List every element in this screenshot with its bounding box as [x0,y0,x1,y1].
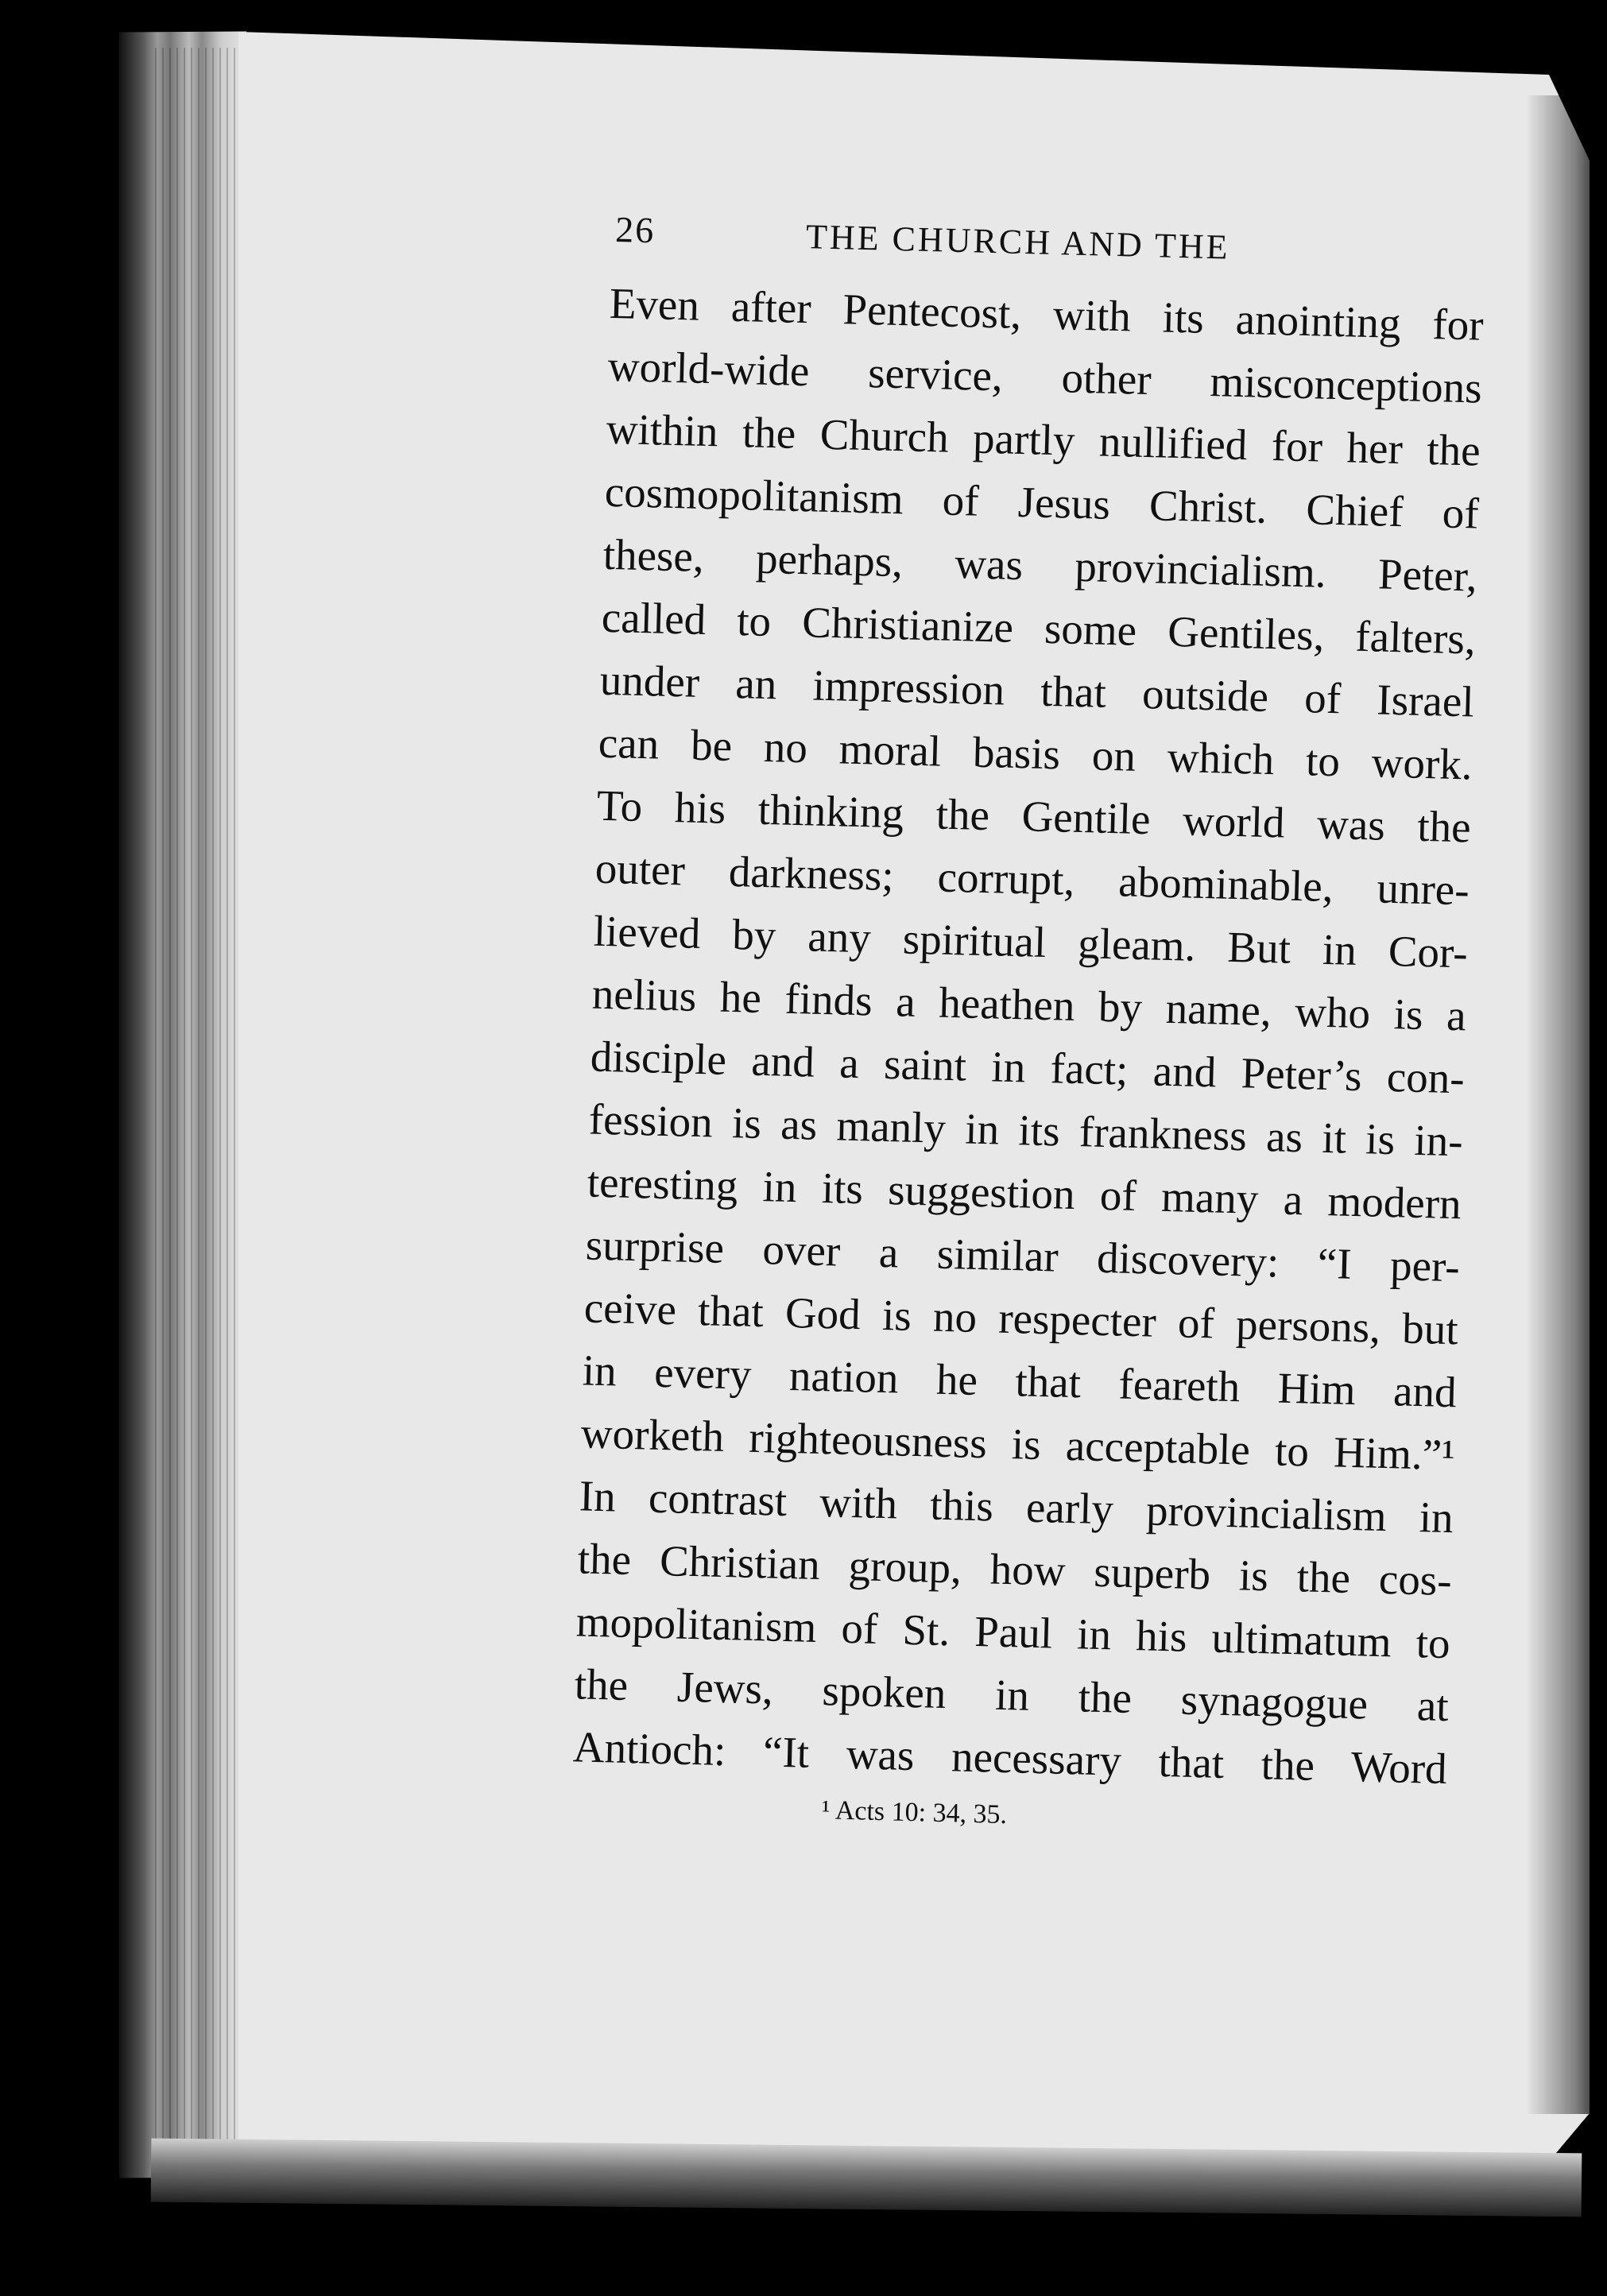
text-line: mopolitanism of St. Paul in his ultimatum to [575,1597,1451,1668]
text-line: the Jews, spoken in the synagogue at [574,1659,1450,1731]
footnote: ¹ Acts 10: 34, 35. [821,1795,1008,1830]
text-line: in every nation he that feareth Him and [582,1345,1458,1417]
text-line: Even after Pentecost, with its anointing for [609,278,1485,350]
text-line: nelius he finds a heathen by name, who is a [591,969,1467,1040]
text-line: these, perhaps, was provincialism. Peter, [602,529,1478,601]
page-edges [155,48,242,2162]
text-line: can be no moral basis on which to work. [598,718,1473,789]
text-line: surprise over a similar discovery: “I per- [585,1220,1461,1291]
text-line: cosmopolitanism of Jesus Christ. Chief of [604,467,1480,538]
text-line: Antioch: “It was necessary that the Word [572,1722,1448,1794]
text-line: called to Christianize some Gentiles, falters, [601,592,1477,664]
text-line: under an impression that outside of Israel [599,655,1475,726]
text-line: disciple and a saint in fact; and Peter’s con- [590,1032,1466,1103]
text-line: outer darkness; corrupt, abominable, unre- [594,843,1470,915]
text-line: the Christian group, how superb is the cos- [577,1534,1453,1605]
page-number: 26 [614,209,656,251]
page-text-block [512,207,1485,1841]
text-line: worketh righteousness is acceptable to Him.”¹ [580,1408,1456,1480]
text-line: teresting in its suggestion of many a modern [587,1157,1462,1229]
text-line: within the Church partly nullified for her the [606,404,1481,475]
running-head: THE CHURCH AND THE [805,217,1231,267]
text-line: fession is as manly in its frankness as it is in- [588,1094,1464,1166]
text-line: In contrast with this early provincialism in [579,1471,1454,1543]
text-line: world-wide service, other misconceptions [607,341,1483,412]
text-line: ceive that God is no respecter of persons, but [583,1283,1459,1354]
text-line: To his thinking the Gentile world was the [596,780,1472,852]
page-right-shadow [1526,95,1597,2114]
text-line: lieved by any spiritual gleam. But in Cor- [593,906,1469,978]
